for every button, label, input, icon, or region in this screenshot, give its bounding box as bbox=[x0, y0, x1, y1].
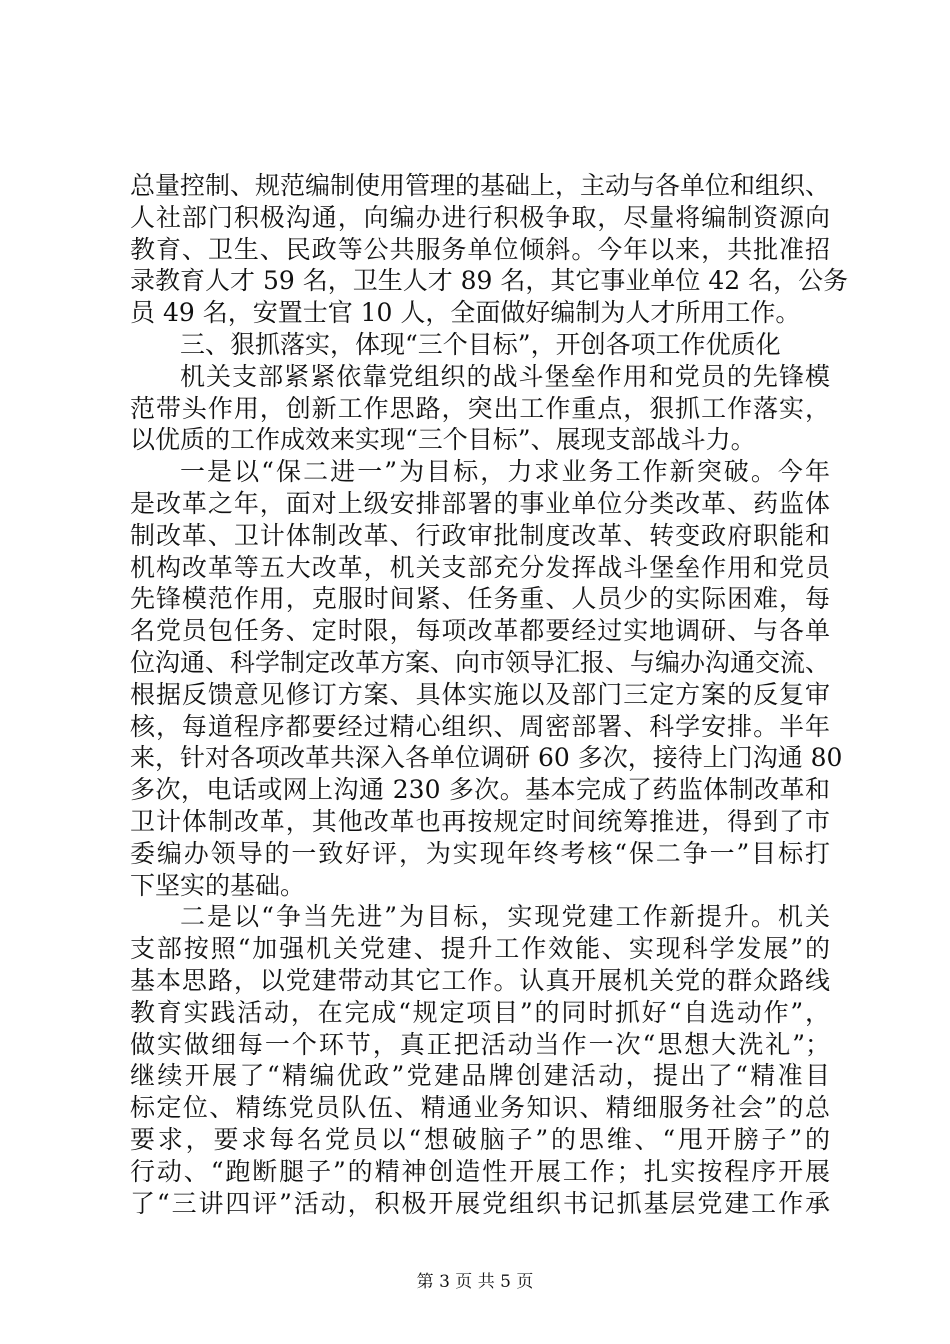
text-line: 继续开展了“精编优政”党建品牌创建活动，提出了“精准目 bbox=[130, 1061, 830, 1091]
text-line: 总量控制、规范编制使用管理的基础上，主动与各单位和组织、 bbox=[130, 171, 831, 200]
text-line: 行动、“跑断腿子”的精神创造性开展工作；扎实按程序开展 bbox=[130, 1156, 830, 1186]
text-line: 做实做细每一个环节，真正把活动当作一次“思想大洗礼”； bbox=[130, 1029, 830, 1059]
page-footer: 第 3 页 共 5 页 bbox=[416, 1272, 534, 1292]
text-line: 一是以“保二进一”为目标，力求业务工作新突破。今年 bbox=[180, 457, 830, 487]
text-line: 员 49 名，安置士官 10 人，全面做好编制为人才所用工作。 bbox=[130, 298, 801, 328]
text-line: 核，每道程序都要经过精心组织、周密部署、科学安排。半年 bbox=[130, 711, 830, 741]
text-line: 名党员包任务、定时限，每项改革都要经过实地调研、与各单 bbox=[130, 616, 830, 646]
body-text bbox=[130, 170, 849, 1219]
text-line: 三、狠抓落实，体现“三个目标”，开创各项工作优质化 bbox=[180, 329, 781, 359]
text-line: 基本思路，以党建带动其它工作。认真开展机关党的群众路线 bbox=[130, 965, 830, 995]
text-line: 机关支部紧紧依靠党组织的战斗堡垒作用和党员的先锋模 bbox=[180, 361, 830, 391]
text-line: 教育、卫生、民政等公共服务单位倾斜。今年以来，共批准招 bbox=[130, 234, 830, 264]
text-line: 人社部门积极沟通，向编办进行积极争取，尽量将编制资源向 bbox=[130, 202, 830, 232]
text-line: 教育实践活动，在完成“规定项目”的同时抓好“自选动作”， bbox=[130, 997, 830, 1027]
text-line: 制改革、卫计体制改革、行政审批制度改革、转变政府职能和 bbox=[130, 520, 830, 550]
text-line: 位沟通、科学制定改革方案、向市领导汇报、与编办沟通交流、 bbox=[130, 647, 831, 677]
text-line: 根据反馈意见修订方案、具体实施以及部门三定方案的反复审 bbox=[130, 679, 830, 709]
text-line: 来，针对各项改革共深入各单位调研 60 多次，接待上门沟通 80 bbox=[130, 743, 843, 773]
text-line: 了“三讲四评”活动，积极开展党组织书记抓基层党建工作承 bbox=[130, 1188, 830, 1218]
text-line: 二是以“争当先进”为目标，实现党建工作新提升。机关 bbox=[180, 902, 830, 932]
text-line: 多次，电话或网上沟通 230 多次。基本完成了药监体制改革和 bbox=[130, 775, 830, 805]
text-line: 卫计体制改革，其他改革也再按规定时间统筹推进，得到了市 bbox=[130, 806, 830, 836]
text-line: 是改革之年，面对上级安排部署的事业单位分类改革、药监体 bbox=[130, 488, 830, 518]
text-line: 委编办领导的一致好评，为实现年终考核“保二争一”目标打 bbox=[130, 838, 830, 868]
text-line: 机构改革等五大改革，机关支部充分发挥战斗堡垒作用和党员 bbox=[130, 552, 830, 582]
text-line: 范带头作用，创新工作思路，突出工作重点，狠抓工作落实， bbox=[130, 393, 830, 423]
text-line: 以优质的工作成效来实现“三个目标”、展现支部战斗力。 bbox=[130, 425, 756, 455]
text-line: 录教育人才 59 名，卫生人才 89 名，其它事业单位 42 名，公务 bbox=[130, 266, 849, 296]
text-line: 支部按照“加强机关党建、提升工作效能、实现科学发展”的 bbox=[130, 934, 830, 964]
text-line: 要求，要求每名党员以“想破脑子”的思维、“甩开膀子”的 bbox=[130, 1124, 830, 1154]
text-line: 下坚实的基础。 bbox=[130, 870, 306, 900]
text-line: 先锋模范作用，克服时间紧、任务重、人员少的实际困难，每 bbox=[130, 584, 830, 614]
text-line: 标定位、精练党员队伍、精通业务知识、精细服务社会”的总 bbox=[130, 1093, 830, 1123]
